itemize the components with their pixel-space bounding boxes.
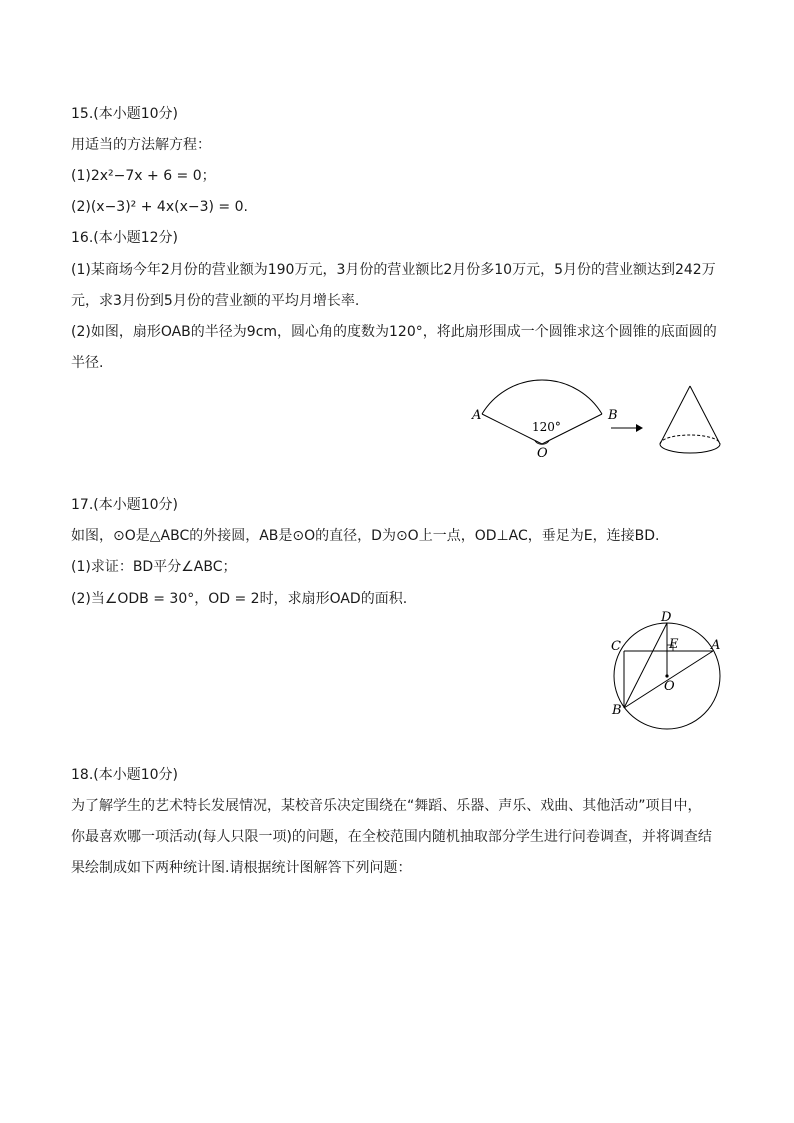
center-point-o (665, 674, 668, 677)
sector-cone-figure (465, 370, 735, 470)
q16-part1-line1: (1)某商场今年2月份的营业额为190万元，3月份的营业额比2月份多10万元，5月份的营业额达到242万 (71, 262, 716, 278)
q15-part2: (2)(x−3)² + 4x(x−3) = 0. (71, 199, 248, 215)
q16-part2-line2: 半径. (71, 355, 104, 371)
cone-base-back (660, 435, 720, 444)
q15-instruction: 用适当的方法解方程： (71, 137, 211, 153)
cone-left-side (660, 386, 690, 444)
sector-label-o: O (537, 446, 548, 461)
q18-line1: 为了解学生的艺术特长发展情况，某校音乐决定围绕在“舞蹈、乐器、声乐、戏曲、其他活动”项目中， (71, 798, 702, 814)
circle-label-c: C (611, 639, 621, 654)
arrow-head-icon (636, 424, 643, 432)
q18-header: 18.(本小题10分) (71, 767, 179, 783)
q18-line3: 果绘制成如下两种统计图.请根据统计图解答下列问题： (71, 860, 412, 876)
q15-header: 15.(本小题10分) (71, 106, 179, 122)
q15-part1: (1)2x²−7x + 6 = 0； (71, 168, 216, 184)
q16-header: 16.(本小题12分) (71, 230, 179, 246)
q18-line2: 你最喜欢哪一项活动(每人只限一项)的问题，在全校范围内随机抽取部分学生进行问卷调查，并将调查结 (71, 829, 712, 845)
cone-base-front (660, 444, 720, 453)
q17-header: 17.(本小题10分) (71, 497, 179, 513)
circle-label-d: D (661, 610, 672, 625)
sector-label-b: B (608, 408, 618, 423)
q16-part1-line2: 元，求3月份到5月份的营业额的平均月增长率. (71, 293, 360, 309)
circle-label-a: A (711, 638, 721, 653)
sector-angle-label: 120° (532, 420, 561, 434)
q17-part1: (1)求证：BD平分∠ABC； (71, 559, 237, 575)
sector-label-a: A (472, 408, 482, 423)
circle-label-o: O (664, 679, 675, 694)
q17-part2: (2)当∠ODB = 30°，OD = 2时，求扇形OAD的面积. (71, 591, 408, 607)
q16-part2-line1: (2)如图，扇形OAB的半径为9cm，圆心角的度数为120°，将此扇形围成一个圆锥求这个圆锥的底面圆的 (71, 324, 717, 340)
circle-figure (600, 606, 730, 731)
chord-bd (624, 623, 667, 708)
circle-label-b: B (612, 703, 622, 718)
q17-stem: 如图，⊙O是△ABC的外接圆，AB是⊙O的直径，D为⊙O上一点，OD⊥AC，垂足为E，连接BD. (71, 528, 660, 544)
sector-arc (482, 380, 602, 414)
circle-label-e: E (669, 637, 679, 652)
